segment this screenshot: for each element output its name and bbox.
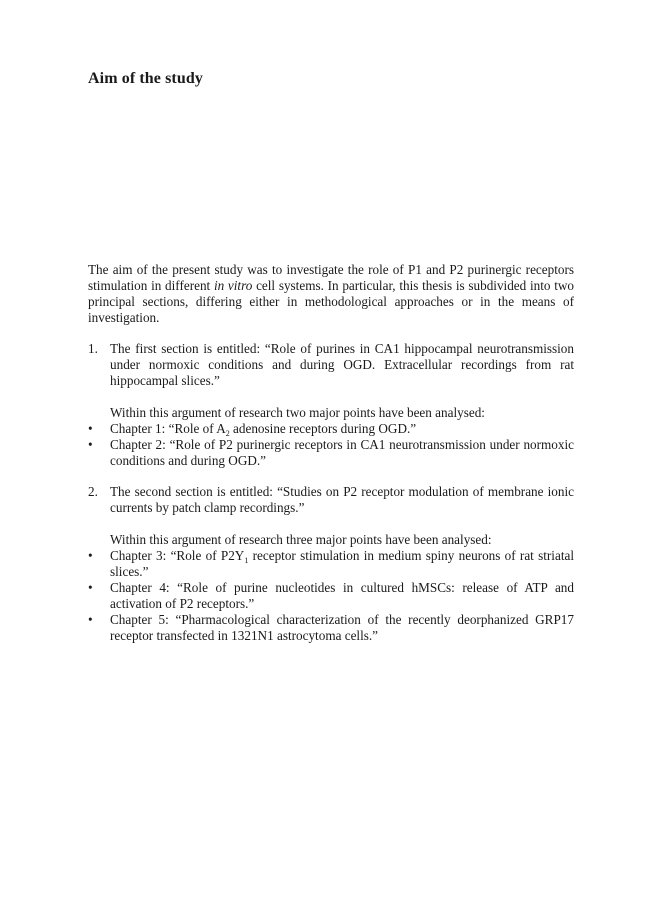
chapter-3-text-post: receptor stimulation in medium spiny neurons of rat striatal slices.” <box>110 548 575 579</box>
chapter-3-text-pre: Chapter 3: “Role of P2Y <box>110 548 245 563</box>
bullet-icon: • <box>88 612 93 627</box>
section-spacer <box>88 469 574 484</box>
section-2-paragraph <box>88 484 574 516</box>
intro-paragraph <box>88 262 574 326</box>
chapter-item-4 <box>88 580 574 612</box>
chapter-item-1 <box>88 421 574 437</box>
chapter-5-text: Chapter 5: “Pharmacological characterization of the recently deorphanized GRP17 receptor transfected in 1321N1 astrocytoma cells.” <box>110 612 574 643</box>
chapter-3-subscript: 1 <box>244 556 249 565</box>
document-body <box>88 262 574 644</box>
section-2-text: The second section is entitled: “Studies on P2 receptor modulation of membrane ionic currents by patch clamp recordings.” <box>110 484 574 515</box>
section-1-number: 1. <box>88 341 98 356</box>
section-1-chapter-list <box>88 421 574 469</box>
intro-text-end: cell systems. In particular, this thesis is subdivided into two principal sections, differing either in methodological approaches or in the means of investigation. <box>88 278 574 325</box>
bullet-icon: • <box>88 421 93 436</box>
section-2 <box>88 484 574 644</box>
bullet-icon: • <box>88 437 93 452</box>
section-1-lead: Within this argument of research two major points have been analysed: <box>110 405 485 420</box>
chapter-item-2 <box>88 437 574 469</box>
chapter-1-text-post: adenosine receptors during OGD.” <box>229 421 417 436</box>
intro-italic-phrase: in vitro <box>213 278 253 293</box>
section-2-chapter-list <box>88 548 574 644</box>
section-2-lead: Within this argument of research three major points have been analysed: <box>110 532 492 547</box>
page-title: Aim of the study <box>88 70 203 87</box>
section-1 <box>88 341 574 469</box>
bullet-icon: • <box>88 548 93 563</box>
section-2-number: 2. <box>88 484 98 499</box>
bullet-icon: • <box>88 580 93 595</box>
chapter-1-subscript: 2 <box>225 429 230 438</box>
chapter-item-5 <box>88 612 574 644</box>
intro-text-start: The aim of the present study was to investigate the role of P1 and P2 purinergic receptors stimulation in different <box>88 262 574 293</box>
section-1-paragraph <box>88 341 574 389</box>
chapter-4-text: Chapter 4: “Role of purine nucleotides in cultured hMSCs: release of ATP and activation of P2 receptors.” <box>110 580 574 611</box>
chapter-item-3 <box>88 548 574 580</box>
chapter-2-text: Chapter 2: “Role of P2 purinergic receptors in CA1 neurotransmission under normoxic conditions and during OGD.” <box>110 437 574 468</box>
section-1-text: The first section is entitled: “Role of purines in CA1 hippocampal neurotransmission under normoxic conditions and during OGD. Extracellular recordings from rat hippocampal slices.” <box>110 341 574 388</box>
chapter-1-text-pre: Chapter 1: “Role of A <box>110 421 226 436</box>
